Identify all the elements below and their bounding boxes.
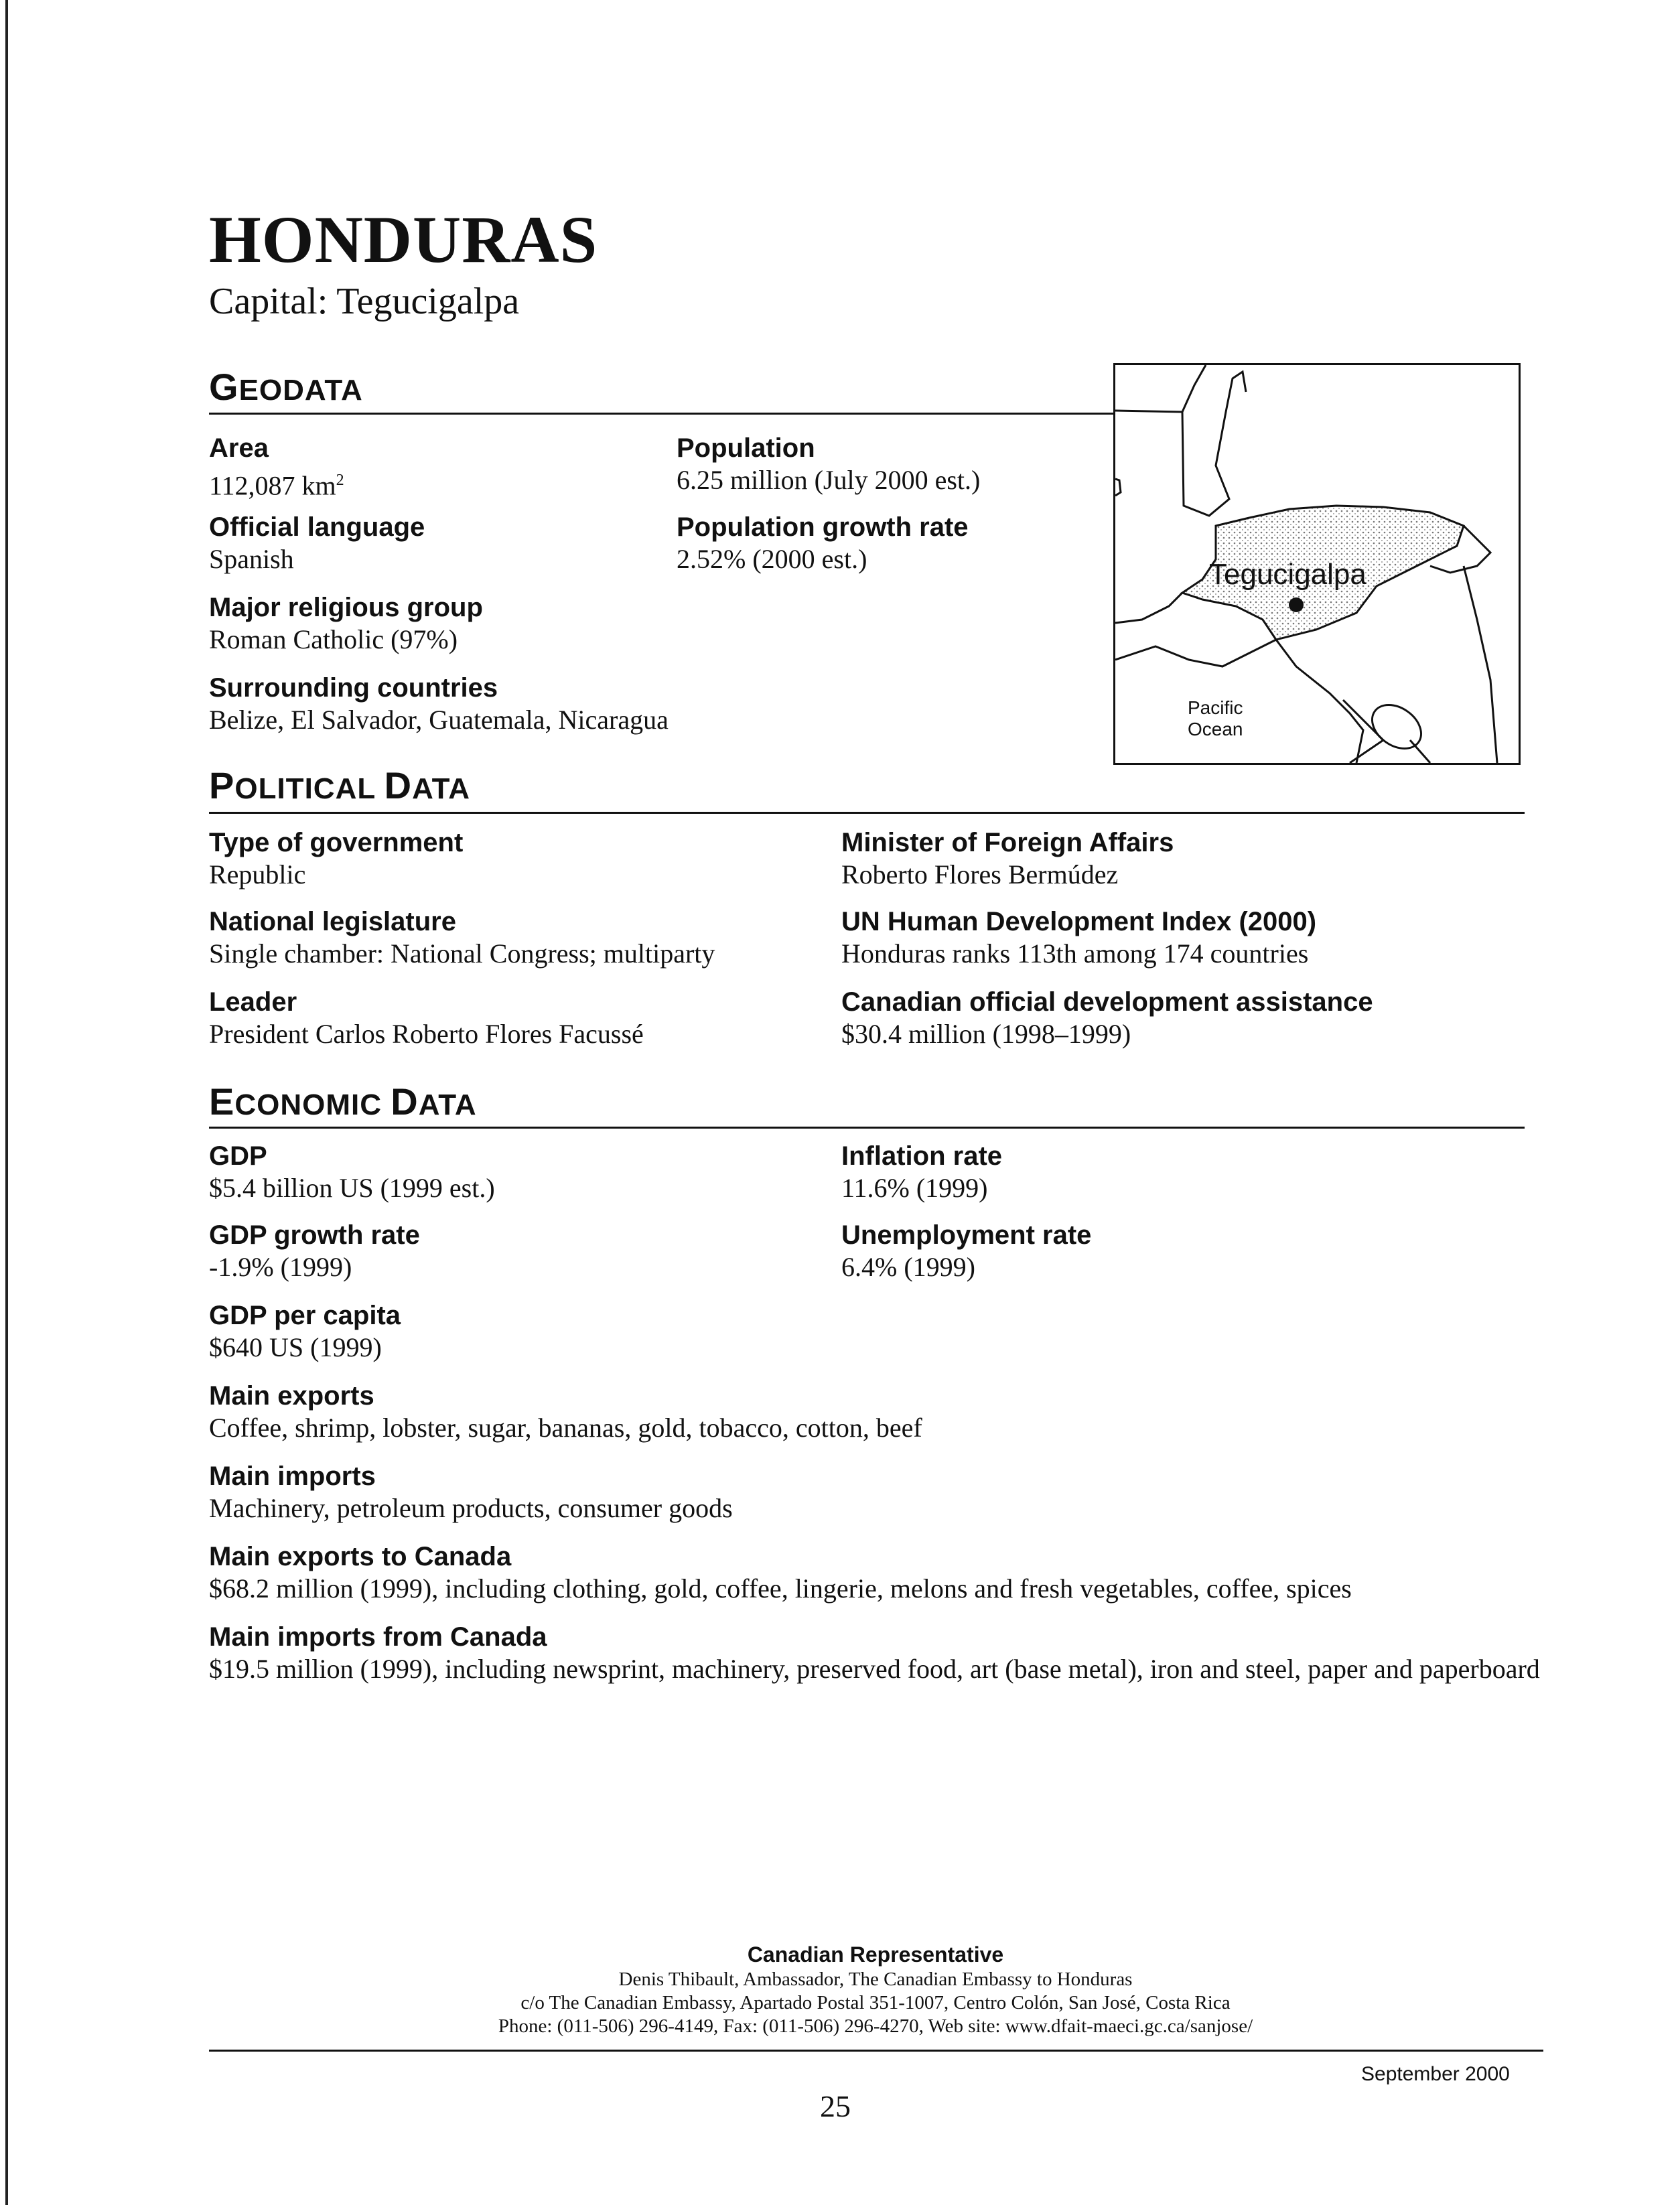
growth-value: 2.52% (2000 est.) (677, 544, 867, 574)
geodata-heading: GEODATA (209, 366, 363, 408)
capital-dot-icon (1289, 597, 1304, 612)
gdp-field (209, 1140, 495, 1204)
imports-canada-value: $19.5 million (1999), including newsprint, machinery, preserved food, art (base metal), iron and steel, paper and paperboard (209, 1654, 1540, 1684)
legislature-label: National legislature (209, 907, 456, 936)
gdp-per-capita-value: $640 US (1999) (209, 1332, 382, 1362)
area-value: 112,087 $km^2$ (209, 470, 344, 501)
gdp-growth-value: -1.9% (1999) (209, 1252, 352, 1282)
gdp-value: $5.4 billion US (1999 est.) (209, 1173, 495, 1203)
gdp-label: GDP (209, 1141, 267, 1171)
map-capital-label: Tegucigalpa (1209, 558, 1367, 591)
inflation-value: 11.6% (1999) (841, 1173, 988, 1203)
oda-value: $30.4 million (1998–1999) (841, 1019, 1131, 1049)
inflation-field (841, 1140, 1002, 1204)
religion-label: Major religious group (209, 593, 483, 622)
unemployment-label: Unemployment rate (841, 1220, 1092, 1250)
population-field (677, 432, 980, 496)
area-label: Area (209, 433, 269, 463)
economic-heading: ECONOMIC DATA (209, 1080, 477, 1123)
exports-value: Coffee, shrimp, lobster, sugar, bananas, gold, tobacco, cotton, beef (209, 1413, 922, 1443)
population-value: 6.25 million (July 2000 est.) (677, 465, 981, 495)
representative-address: c/o The Canadian Embassy, Apartado Postal 351-1007, Centro Colón, San José, Costa Rica (520, 1992, 1231, 2013)
population-label: Population (677, 433, 815, 463)
map-ocean-label: Pacific Ocean (1188, 697, 1243, 739)
exports-canada-field (209, 1541, 1352, 1605)
imports-canada-label: Main imports from Canada (209, 1622, 547, 1652)
economic-rule (209, 1127, 1525, 1129)
inflation-label: Inflation rate (841, 1141, 1003, 1171)
gdp-per-capita-field (209, 1299, 401, 1364)
hdi-field (841, 906, 1316, 970)
area-field (209, 432, 344, 502)
religion-value: Roman Catholic (97%) (209, 624, 458, 654)
representative-heading: Canadian Representative (747, 1942, 1004, 1967)
publication-date: September 2000 (1361, 2063, 1510, 2085)
oda-label: Canadian official development assistance (841, 987, 1373, 1017)
growth-label: Population growth rate (677, 512, 969, 542)
political-heading: POLITICAL DATA (209, 764, 471, 806)
minister-label: Minister of Foreign Affairs (841, 828, 1174, 857)
hdi-label: UN Human Development Index (2000) (841, 907, 1317, 936)
page-number: 25 (820, 2089, 851, 2123)
growth-field (677, 511, 969, 575)
surrounding-value: Belize, El Salvador, Guatemala, Nicaragua (209, 705, 669, 735)
legislature-value: Single chamber: National Congress; multiparty (209, 938, 715, 969)
government-label: Type of government (209, 828, 464, 857)
minister-value: Roberto Flores Bermúdez (841, 859, 1119, 890)
government-field (209, 827, 463, 891)
imports-label: Main imports (209, 1462, 376, 1491)
page-binding-edge (5, 0, 8, 2205)
leader-label: Leader (209, 987, 297, 1017)
exports-field (209, 1380, 922, 1444)
exports-canada-label: Main exports to Canada (209, 1542, 512, 1571)
religion-field (209, 591, 483, 656)
language-field (209, 511, 425, 575)
representative-name: Denis Thibault, Ambassador, The Canadian Embassy to Honduras (618, 1969, 1133, 1990)
imports-value: Machinery, petroleum products, consumer goods (209, 1493, 733, 1523)
exports-canada-value: $68.2 million (1999), including clothing, gold, coffee, lingerie, melons and fresh vegetables, coffee, spices (209, 1573, 1352, 1604)
minister-field (841, 827, 1174, 891)
legislature-field (209, 906, 715, 970)
language-label: Official language (209, 512, 425, 542)
imports-field (209, 1460, 733, 1524)
unemployment-field (841, 1219, 1091, 1283)
footer-rule (209, 2050, 1543, 2052)
geodata-rule (209, 413, 1115, 415)
surrounding-label: Surrounding countries (209, 673, 498, 703)
oda-field (841, 986, 1373, 1050)
hdi-value: Honduras ranks 113th among 174 countries (841, 938, 1309, 969)
exports-label: Main exports (209, 1381, 374, 1411)
gdp-growth-label: GDP growth rate (209, 1220, 420, 1250)
representative-footer (209, 1941, 1542, 2038)
country-title: HONDURAS (209, 202, 598, 277)
gdp-growth-field (209, 1219, 420, 1283)
capital-subtitle: Capital: Tegucigalpa (209, 281, 520, 322)
leader-value: President Carlos Roberto Flores Facussé (209, 1019, 644, 1049)
political-rule (209, 812, 1525, 814)
imports-canada-field (209, 1621, 1542, 1685)
gdp-per-capita-label: GDP per capita (209, 1301, 401, 1330)
location-map (1113, 363, 1521, 765)
unemployment-value: 6.4% (1999) (841, 1252, 975, 1282)
leader-field (209, 986, 644, 1050)
representative-contact: Phone: (011-506) 296-4149, Fax: (011-506) 296-4270, Web site: www.dfait-maeci.gc.ca/sanjose/ (498, 2015, 1253, 2037)
government-value: Republic (209, 859, 306, 890)
surrounding-field (209, 672, 669, 736)
language-value: Spanish (209, 544, 294, 574)
